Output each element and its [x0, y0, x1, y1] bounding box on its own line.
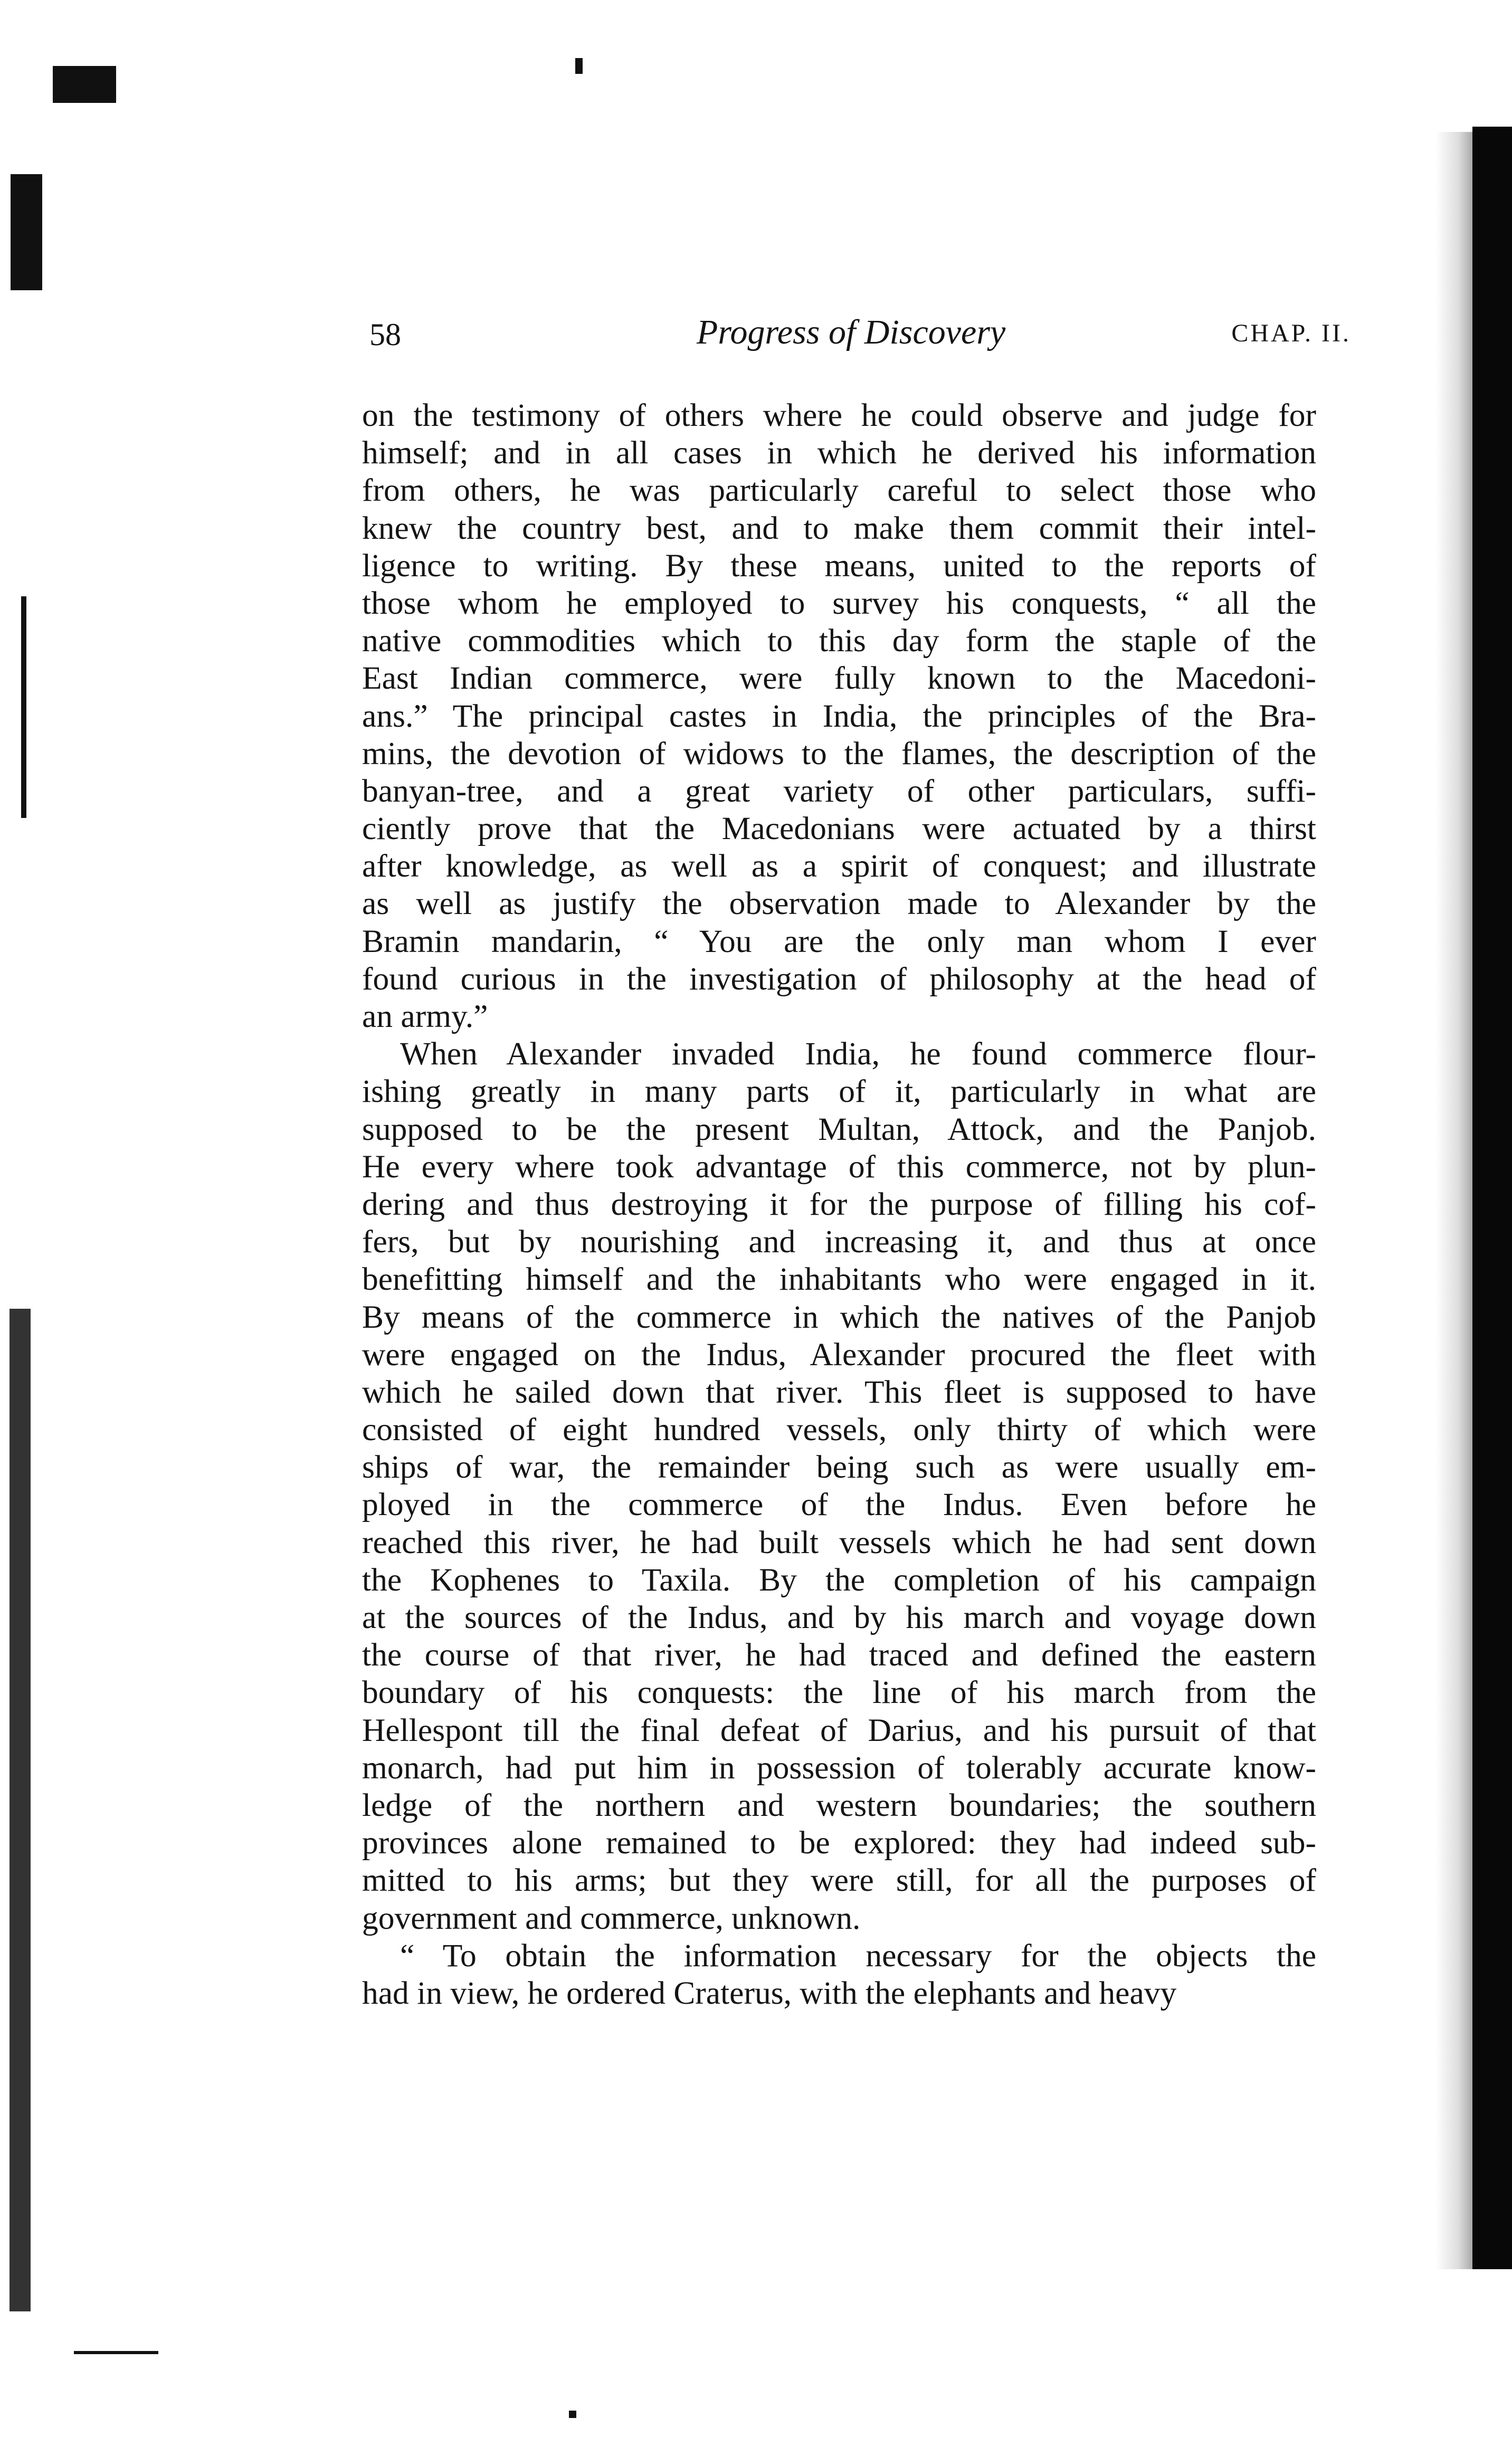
text-line: provinces alone remained to be explored: they had indeed sub- [362, 1825, 1316, 1861]
text-line: were engaged on the Indus, Alexander procured the fleet with [362, 1336, 1316, 1373]
text-line: supposed to be the present Multan, Attock, and the Panjob. [362, 1111, 1316, 1147]
scan-mark-top-dot [575, 58, 583, 74]
text-line: native commodities which to this day form the staple of the [362, 623, 1316, 659]
text-line: ledge of the northern and western boundaries; the southern [362, 1787, 1316, 1823]
text-line: monarch, had put him in possession of tolerably accurate know- [362, 1749, 1316, 1786]
text-line: Hellespont till the final defeat of Darius, and his pursuit of that [362, 1712, 1316, 1748]
text-line: banyan-tree, and a great variety of other particulars, suffi- [362, 773, 1316, 809]
text-line: at the sources of the Indus, and by his march and voyage down [362, 1600, 1316, 1635]
scan-mark-bottom-dot [569, 2411, 576, 2418]
text-line: on the testimony of others where he could observe and judge for [362, 397, 1316, 433]
text-line: mins, the devotion of widows to the flames, the description of the [362, 735, 1316, 772]
scan-page-edge-right-dark [1472, 127, 1512, 2269]
text-line: ships of war, the remainder being such as were usually em- [362, 1449, 1316, 1486]
text-line: He every where took advantage of this commerce, not by plun- [362, 1148, 1316, 1185]
scan-mark-left-line [21, 596, 26, 818]
text-line: boundary of his conquests: the line of his march from the [362, 1674, 1316, 1711]
text-line: When Alexander invaded India, he found commerce flour- [400, 1036, 1316, 1072]
text-line: ciently prove that the Macedonians were actuated by a thirst [362, 811, 1316, 847]
text-line: ligence to writing. By these means, united to the reports of [362, 547, 1316, 584]
text-line: had in view, he ordered Craterus, with the elephants and heavy [362, 1975, 1177, 2011]
text-line: ployed in the commerce of the Indus. Even before he [362, 1487, 1316, 1523]
running-title: Progress of Discovery [697, 313, 1006, 351]
text-line: benefitting himself and the inhabitants who were engaged in it. [362, 1261, 1316, 1298]
text-line: those whom he employed to survey his conquests, “ all the [362, 585, 1316, 621]
body-text [362, 397, 1316, 2012]
scan-mark-bottom-line [74, 2351, 158, 2354]
text-line: “ To obtain the information necessary for the objects the [400, 1937, 1316, 1974]
text-line: after knowledge, as well as a spirit of conquest; and illustrate [362, 848, 1316, 884]
page-number: 58 [369, 317, 401, 352]
chapter-label: CHAP. II. [1231, 319, 1351, 347]
text-line: ishing greatly in many parts of it, particularly in what are [362, 1073, 1316, 1110]
text-line: dering and thus destroying it for the purpose of filling his cof- [362, 1186, 1316, 1222]
text-line: himself; and in all cases in which he derived his information [362, 435, 1316, 471]
text-line: found curious in the investigation of philosophy at the head of [362, 960, 1316, 997]
text-line: an army.” [362, 998, 488, 1034]
text-line: ans.” The principal castes in India, the principles of the Bra- [362, 698, 1316, 734]
text-line: reached this river, he had built vessels which he had sent down [362, 1524, 1316, 1560]
text-line: mitted to his arms; but they were still, for all the purposes of [362, 1862, 1316, 1899]
scan-mark-left-edge [9, 1309, 31, 2311]
text-line: East Indian commerce, were fully known to the Macedoni- [362, 660, 1316, 697]
text-line: By means of the commerce in which the natives of the Panjob [362, 1299, 1316, 1335]
scan-mark-top-left [53, 66, 116, 103]
scan-mark-left-bar [11, 174, 42, 290]
text-line: which he sailed down that river. This fleet is supposed to have [362, 1374, 1316, 1410]
text-line: fers, but by nourishing and increasing it, and thus at once [362, 1224, 1316, 1260]
text-line: knew the country best, and to make them commit their intel- [362, 510, 1316, 546]
text-line: from others, he was particularly careful to select those who [362, 472, 1316, 509]
text-line: as well as justify the observation made to Alexander by the [362, 886, 1316, 922]
text-line: consisted of eight hundred vessels, only thirty of which were [362, 1412, 1316, 1448]
page-header [369, 312, 1351, 360]
text-line: government and commerce, unknown. [362, 1900, 861, 1936]
text-line: the Kophenes to Taxila. By the completion of his campaign [362, 1562, 1316, 1598]
text-line: Bramin mandarin, “ You are the only man whom I ever [362, 923, 1316, 959]
text-line: the course of that river, he had traced and defined the eastern [362, 1637, 1316, 1673]
